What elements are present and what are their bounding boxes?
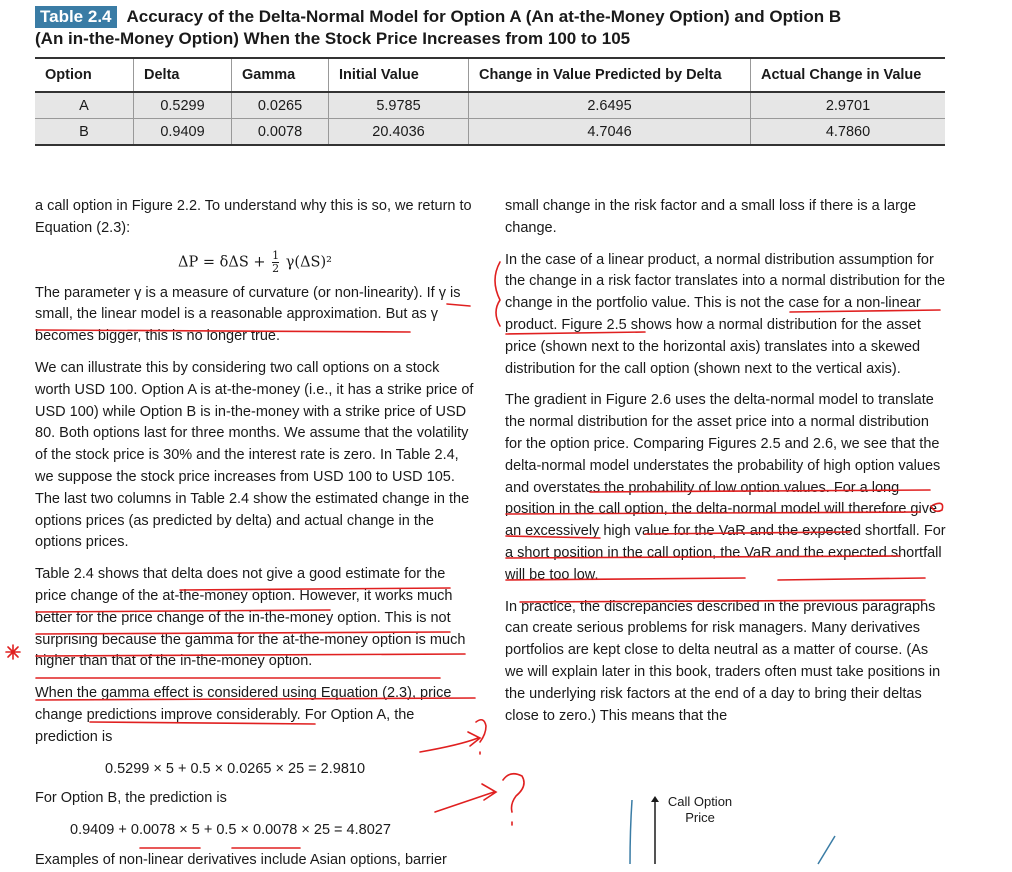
cell-option: B [35, 119, 134, 146]
left-paragraph-1: a call option in Figure 2.2. To understand why this is so, we return to Equation (2.3): [35, 198, 472, 236]
right-paragraph-1: small change in the risk factor and a small loss if there is a large change. [505, 198, 917, 236]
axis-label-line2: Price [685, 810, 715, 825]
cell-actual-change: 4.7860 [751, 119, 946, 146]
equation-2-3 [35, 250, 475, 275]
axis-arrow-icon [651, 796, 659, 802]
question-mark-icon [503, 774, 524, 825]
table-header-row [35, 58, 945, 92]
cell-change-predicted: 2.6495 [469, 92, 751, 119]
table-row [35, 92, 945, 119]
bracket-right-p2 [495, 262, 500, 326]
left-paragraph-2: The parameter γ is a measure of curvature (or non-linearity). If γ is small, the linear model is a reasonable approximation. But as γ becomes bigger, this is no longer true. [35, 284, 461, 345]
fraction-denominator: 2 [272, 261, 280, 275]
cell-delta: 0.9409 [134, 119, 232, 146]
header-initial-value: Initial Value [329, 58, 469, 92]
header-gamma: Gamma [232, 58, 329, 92]
right-paragraph-2: In the case of a linear product, a normal distribution assumption for the change in a risk factor translates into a normal distribution for the change in the portfolio value. This is not the case for a non-linear product. Figure 2.5 shows how a normal distribution for the asset price (shown next to the horizontal axis) translates into a skewed distribution for the call option (shown next to the vertical axis). [505, 251, 946, 377]
accuracy-table [35, 57, 945, 146]
star-icon [6, 645, 20, 659]
left-paragraph-5: When the gamma effect is considered using Equation (2.3), price change predictions improve considerably. For Option A, the prediction is [35, 685, 452, 745]
cell-gamma: 0.0078 [232, 119, 329, 146]
figure-density-curve [630, 800, 632, 864]
figure-axis-label [660, 794, 740, 826]
header-change-predicted: Change in Value Predicted by Delta [469, 58, 751, 92]
figure-call-curve [818, 836, 835, 864]
fraction-numerator: 1 [272, 248, 280, 262]
table-title-line2: (An in-the-Money Option) When the Stock Price Increases from 100 to 105 [35, 29, 631, 48]
cell-option: A [35, 92, 134, 119]
cell-change-predicted: 4.7046 [469, 119, 751, 146]
equation-lhs: ΔP = δΔS + [178, 254, 266, 271]
table-tag: Table 2.4 [35, 6, 117, 28]
question-mark-icon [476, 720, 486, 754]
table-row [35, 119, 945, 146]
right-column [505, 196, 947, 737]
left-column [35, 196, 475, 868]
header-option: Option [35, 58, 134, 92]
calculation-option-a: 0.5299 × 5 + 0.5 × 0.0265 × 25 = 2.9810 [105, 760, 366, 777]
right-paragraph-3: The gradient in Figure 2.6 uses the delta-normal model to translate the normal distribution for the asset price into a normal distribution for the option price. Comparing Figures 2.5 and 2.6, we see that the delta-normal model understates the probability of high option values and overstates the probability of low option values. For a long position in the call option, the delta-normal model will therefore give an excessively high value for the VaR and the expected shortfall. For a short position in the call option, the VaR and the expected shortfall will be too low. [505, 392, 946, 583]
left-paragraph-3: We can illustrate this by considering two call options on a stock worth USD 100. Option A is at-the-money (i.e., it has a strike price of USD 100) while Option B is in-the-money with a strike price of USD 80. Both options last for three months. We assume that the volatility of the stock price is 30% and the interest rate is zero. In Table 2.4, we suppose the stock price increases from USD 100 to USD 105. The last two columns in Table 2.4 show the estimated change in the options prices (as predicted by delta) and actual change in the options prices. [35, 359, 474, 551]
cell-initial-value: 5.9785 [329, 92, 469, 119]
header-delta: Delta [134, 58, 232, 92]
equation-rhs: γ(ΔS)² [285, 254, 332, 271]
cell-initial-value: 20.4036 [329, 119, 469, 146]
left-paragraph-6: For Option B, the prediction is [35, 790, 227, 807]
cell-gamma: 0.0265 [232, 92, 329, 119]
equation-fraction [272, 250, 279, 275]
left-paragraph-7-cut: Examples of non-linear derivatives include Asian options, barrier [35, 851, 447, 868]
axis-label-line1: Call Option [667, 794, 733, 809]
cell-actual-change: 2.9701 [751, 92, 946, 119]
header-actual-change: Actual Change in Value [751, 58, 946, 92]
table-caption [35, 6, 975, 50]
table-title-line1: Accuracy of the Delta-Normal Model for Option A (An at-the-Money Option) and Option B [126, 7, 842, 26]
left-paragraph-4: Table 2.4 shows that delta does not give a good estimate for the price change of the at-the-money option. However, it works much better for the price change of the in-the-money option. This is not surprising because the gamma for the at-the-money option is much higher than that of the in-the-money option. [35, 566, 466, 670]
cell-delta: 0.5299 [134, 92, 232, 119]
calculation-option-b: 0.9409 + 0.0078 × 5 + 0.5 × 0.0078 × 25 = 4.8027 [70, 822, 391, 839]
right-paragraph-4: In practice, the discrepancies described in the previous paragraphs can create serious problems for risk managers. Many derivatives portfolios are kept close to delta neutral as a matter of course. (As we will explain later in this book, traders often must take positions in the underlying risk factors at the end of a day to bring their deltas close to zero.) This means that the [505, 598, 941, 724]
